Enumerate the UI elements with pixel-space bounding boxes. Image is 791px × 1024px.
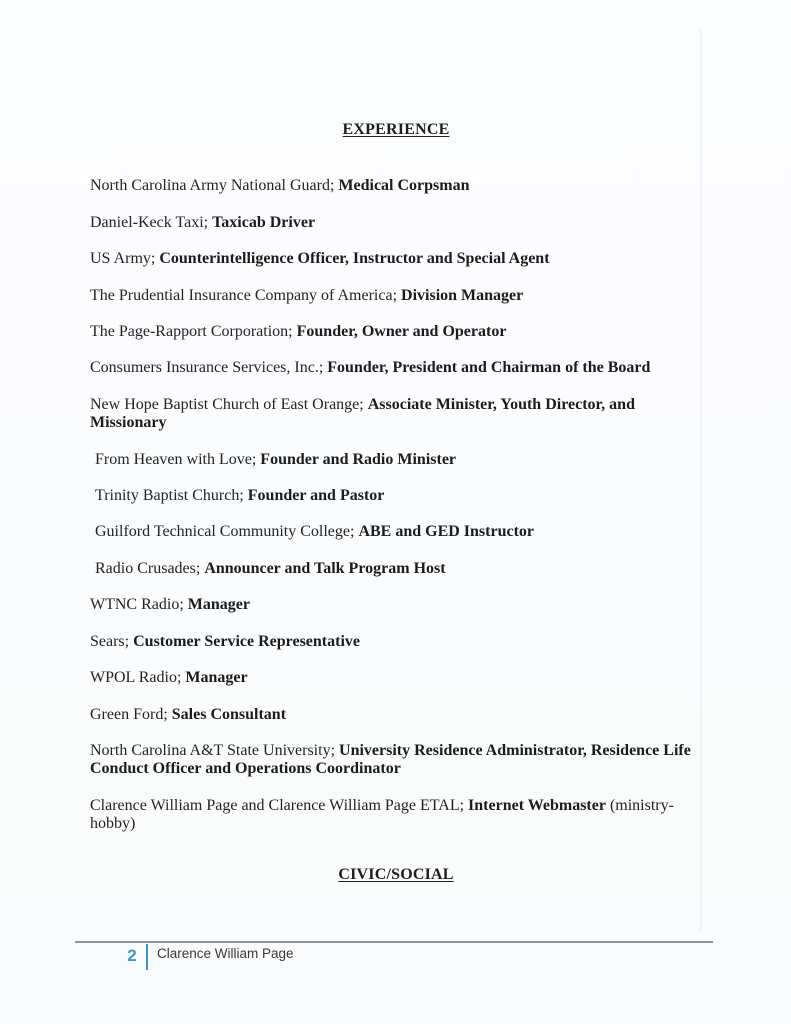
experience-item: [90, 451, 702, 469]
experience-section-title: EXPERIENCE: [342, 121, 450, 138]
experience-org: Green Ford;: [90, 705, 172, 723]
experience-item: [90, 596, 702, 614]
experience-role: Sales Consultant: [171, 705, 287, 723]
experience-org: The Page-Rapport Corporation;: [90, 323, 297, 341]
footer-divider-line: [146, 944, 148, 970]
experience-item: [90, 706, 702, 724]
experience-role: Division Manager: [401, 286, 524, 304]
page-content: [90, 121, 702, 884]
experience-org: Sears;: [90, 632, 134, 650]
experience-org: Consumers Insurance Services, Inc.;: [90, 359, 328, 377]
experience-org: Guilford Technical Community College;: [95, 523, 359, 541]
experience-role: Counterintelligence Officer, Instructor and Special Agent: [159, 250, 550, 268]
experience-role: Internet Webmaster: [468, 796, 606, 814]
experience-org: WPOL Radio;: [90, 669, 186, 687]
experience-item: [90, 250, 702, 268]
experience-org: Daniel-Keck Taxi;: [90, 213, 213, 231]
experience-org: North Carolina Army National Guard;: [90, 177, 339, 195]
experience-role: Customer Service Representative: [133, 632, 361, 650]
experience-role: Founder, Owner and Operator: [296, 323, 507, 341]
experience-item: [90, 797, 702, 834]
experience-role: University Residence Administrator, Residence Life Conduct Officer and Operations Coordinator: [90, 741, 691, 778]
experience-org: Trinity Baptist Church;: [95, 487, 248, 505]
experience-org: Clarence William Page and Clarence William Page ETAL;: [90, 796, 469, 814]
footer-page-number: 2: [127, 946, 137, 965]
experience-item: [90, 323, 702, 341]
experience-role: Founder and Radio Minister: [260, 450, 457, 468]
experience-role: Announcer and Talk Program Host: [204, 559, 446, 577]
experience-role: Taxicab Driver: [212, 213, 316, 231]
experience-role: Medical Corpsman: [338, 177, 470, 195]
experience-org: The Prudential Insurance Company of America;: [90, 286, 402, 304]
experience-item: [90, 523, 702, 541]
experience-org: US Army;: [90, 250, 160, 268]
experience-item: [90, 487, 702, 505]
experience-role: Associate Minister, Youth Director, and Missionary: [90, 395, 635, 432]
experience-org: New Hope Baptist Church of East Orange;: [90, 395, 368, 413]
experience-role: Founder, President and Chairman of the Board: [327, 359, 651, 377]
experience-item: [90, 742, 702, 779]
experience-item: [90, 214, 702, 232]
experience-item: [90, 560, 702, 578]
experience-role: ABE and GED Instructor: [358, 523, 535, 541]
experience-role: Founder and Pastor: [247, 487, 385, 505]
experience-suffix: (ministry-hobby): [90, 796, 674, 833]
experience-org: From Heaven with Love;: [95, 450, 261, 468]
footer-rule: [75, 941, 713, 943]
experience-item: [90, 287, 702, 305]
experience-item: [90, 396, 702, 433]
experience-org: Radio Crusades;: [95, 559, 205, 577]
experience-item: [90, 669, 702, 687]
experience-role: Manager: [185, 669, 248, 687]
experience-item: [90, 633, 702, 651]
experience-org: North Carolina A&T State University;: [90, 741, 340, 759]
civic-social-section-title: CIVIC/SOCIAL: [338, 865, 454, 883]
footer-author-name: Clarence William Page: [157, 946, 294, 961]
experience-role: Manager: [187, 596, 250, 614]
experience-org: WTNC Radio;: [90, 596, 188, 614]
experience-item: [90, 177, 702, 195]
experience-item: [90, 359, 702, 377]
